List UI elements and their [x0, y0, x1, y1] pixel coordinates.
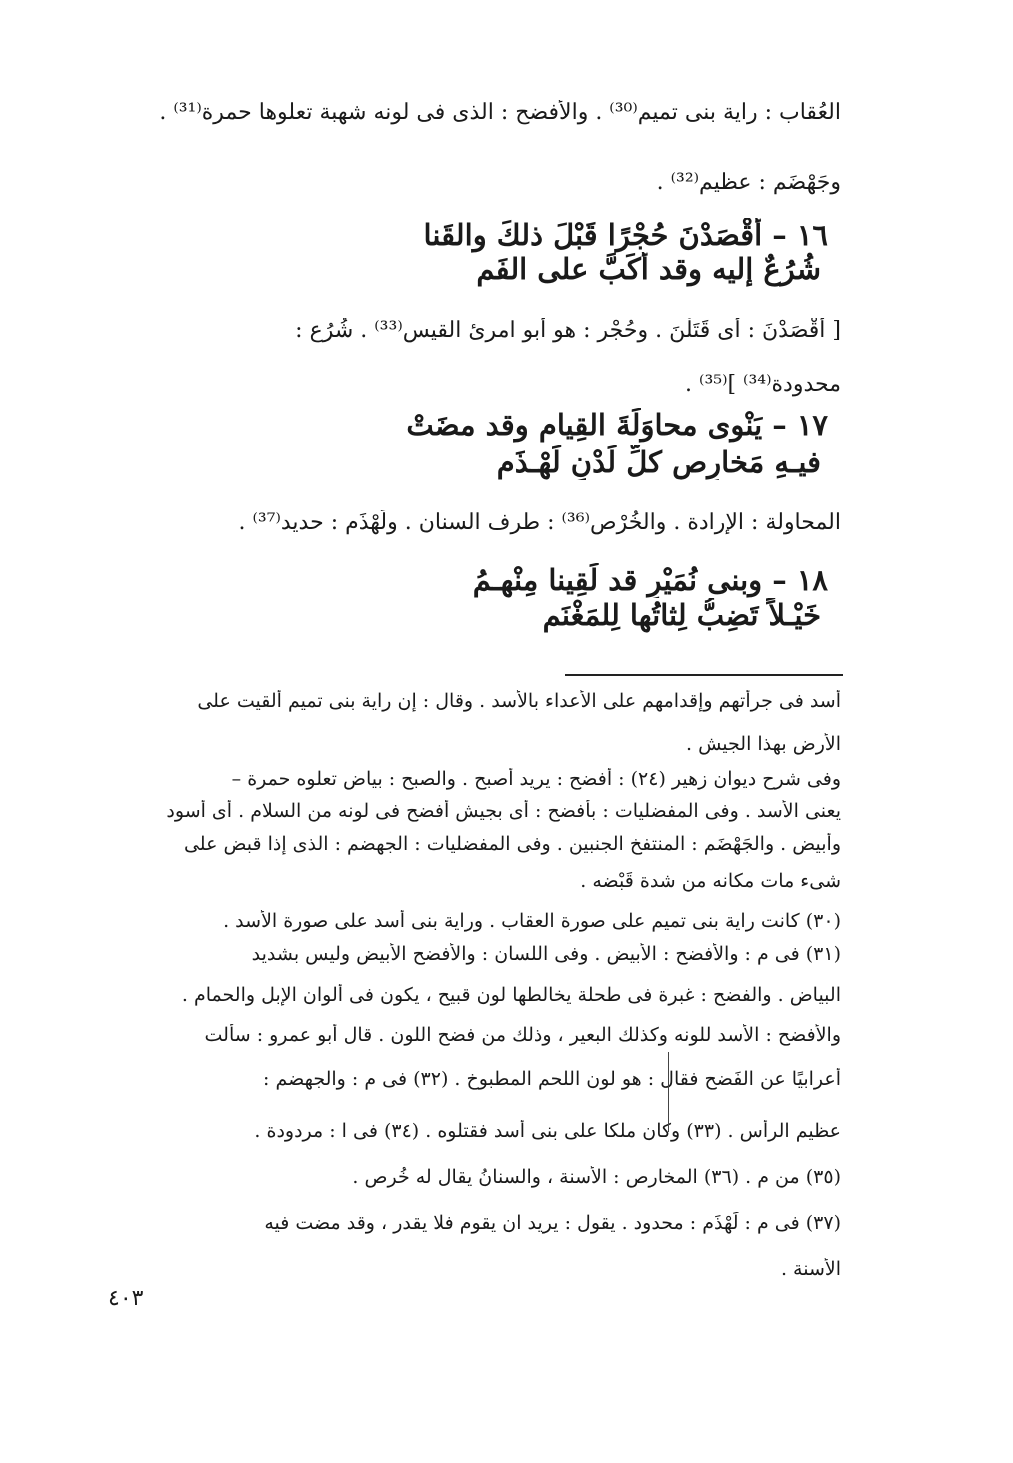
footnote-line-11: أعرابيًا عن الفَضح فقال : هو لون اللحم المطبوخ . (٣٢) فى م : والجهضم :	[263, 1068, 841, 1090]
footnote-line-8: (٣١) فى م : والأفضح : الأبيض . وفى اللسان : والأفضح الأبيض وليس بشديد	[251, 943, 841, 965]
verse-18-second-hemistich: خَيْـلاً تَضِبُّ لِثاتُها لِلمَغْنَمِ	[542, 598, 821, 632]
verse-16-second-hemistich: شُرُعٌ إليه وقد أَكَبَّ على الفَمِ	[476, 252, 821, 286]
footnote-line-3: وفى شرح ديوان زهير (٢٤) : أفضح : يريد أصبح . والصبح : بياض تعلوه حمرة –	[231, 768, 841, 790]
gloss-16-line-1: [ أَقْصَدْنَ : أى قَتَلْنَ . وحُجْر : هو أبو امرئ القيس⁽³³⁾ . شُرُع :	[295, 318, 841, 343]
gloss-16-line-2	[541, 372, 841, 398]
footnote-line-15: الأسنة .	[780, 1258, 841, 1280]
footnote-line-9: البياض . والفضح : غبرة فى طحلة يخالطها لون قبيح ، يكون فى ألوان الإبل والحمام .	[181, 984, 841, 1006]
footnote-line-6: شىء مات مكانه من شدة قَبْضه .	[580, 870, 841, 892]
verse-17-first-hemistich: ١٧ – يَنْوى محاوَلَةَ القِيام وقد مضَتْ	[406, 408, 828, 442]
main-line-1: العُقاب : راية بنى تميم⁽³⁰⁾ . والأفضح : الذى فى لونه شهبة تعلوها حمرة⁽³¹⁾ .	[159, 100, 841, 125]
verse-17-second-hemistich: فيـهِ مَخارِص كلِّ لَدْنٍ لَهْـذَمِ	[496, 445, 821, 479]
footnote-line-10: والأفضح : الأسد للونه وكذلك البعير ، وذلك من فضح اللون . قال أبو عمرو : سألت	[204, 1024, 841, 1046]
verse-16-first-hemistich: ١٦ – أَقْصَدْنَ حُجْرًا قَبْلَ ذلكَ والقَنا	[423, 218, 828, 252]
footnote-line-1: أسد فى جرأتهم وإقدامهم على الأعداء بالأسد . وقال : إن راية بنى تميم ألقيت على	[197, 690, 841, 712]
footnote-line-5: وأبيض . والجَهْضَم : المنتفخ الجنبين . وفى المفضليات : الجهضم : الذى إذا قبض على	[183, 833, 841, 855]
gloss-16-line-2-text: محدودة⁽³⁴⁾ ]⁽³⁵⁾ .	[685, 372, 841, 397]
footnote-line-4: يعنى الأسد . وفى المفضليات : بأفضح : أى بجيش أفضح فى لونه من السلام . أى أسود	[166, 800, 841, 822]
gloss-17-line-1: المحاولة : الإرادة . والخُرْص⁽³⁶⁾ : طرف السنان . ولَهْذَم : حديد⁽³⁷⁾ .	[238, 510, 841, 535]
footnote-line-14: (٣٧) فى م : لَهْذَم : محدود . يقول : يريد ان يقوم فلا يقدر ، وقد مضت فيه	[264, 1212, 841, 1234]
main-line-2: وجَهْضَم : عظيم⁽³²⁾ .	[656, 170, 841, 195]
margin-pencil-mark	[668, 1052, 669, 1132]
page-number: ٤٠٣	[108, 1286, 144, 1311]
footnote-separator	[565, 674, 843, 676]
verse-18-first-hemistich: ١٨ – وبنى نُمَيْرٍ قد لَقِينا مِنْهـمُ	[472, 563, 828, 597]
footnote-line-7: (٣٠) كانت راية بنى تميم على صورة العقاب . وراية بنى أسد على صورة الأسد .	[223, 910, 841, 932]
footnote-line-12: عظيم الرأس . (٣٣) وكان ملكا على بنى أسد فقتلوه . (٣٤) فى ا : مردودة .	[254, 1120, 841, 1142]
footnote-line-2: الأرض بهذا الجيش .	[685, 733, 841, 755]
footnote-line-13: (٣٥) من م . (٣٦) المخارص : الأسنة ، والسنانُ يقال له خُرص .	[352, 1166, 841, 1188]
